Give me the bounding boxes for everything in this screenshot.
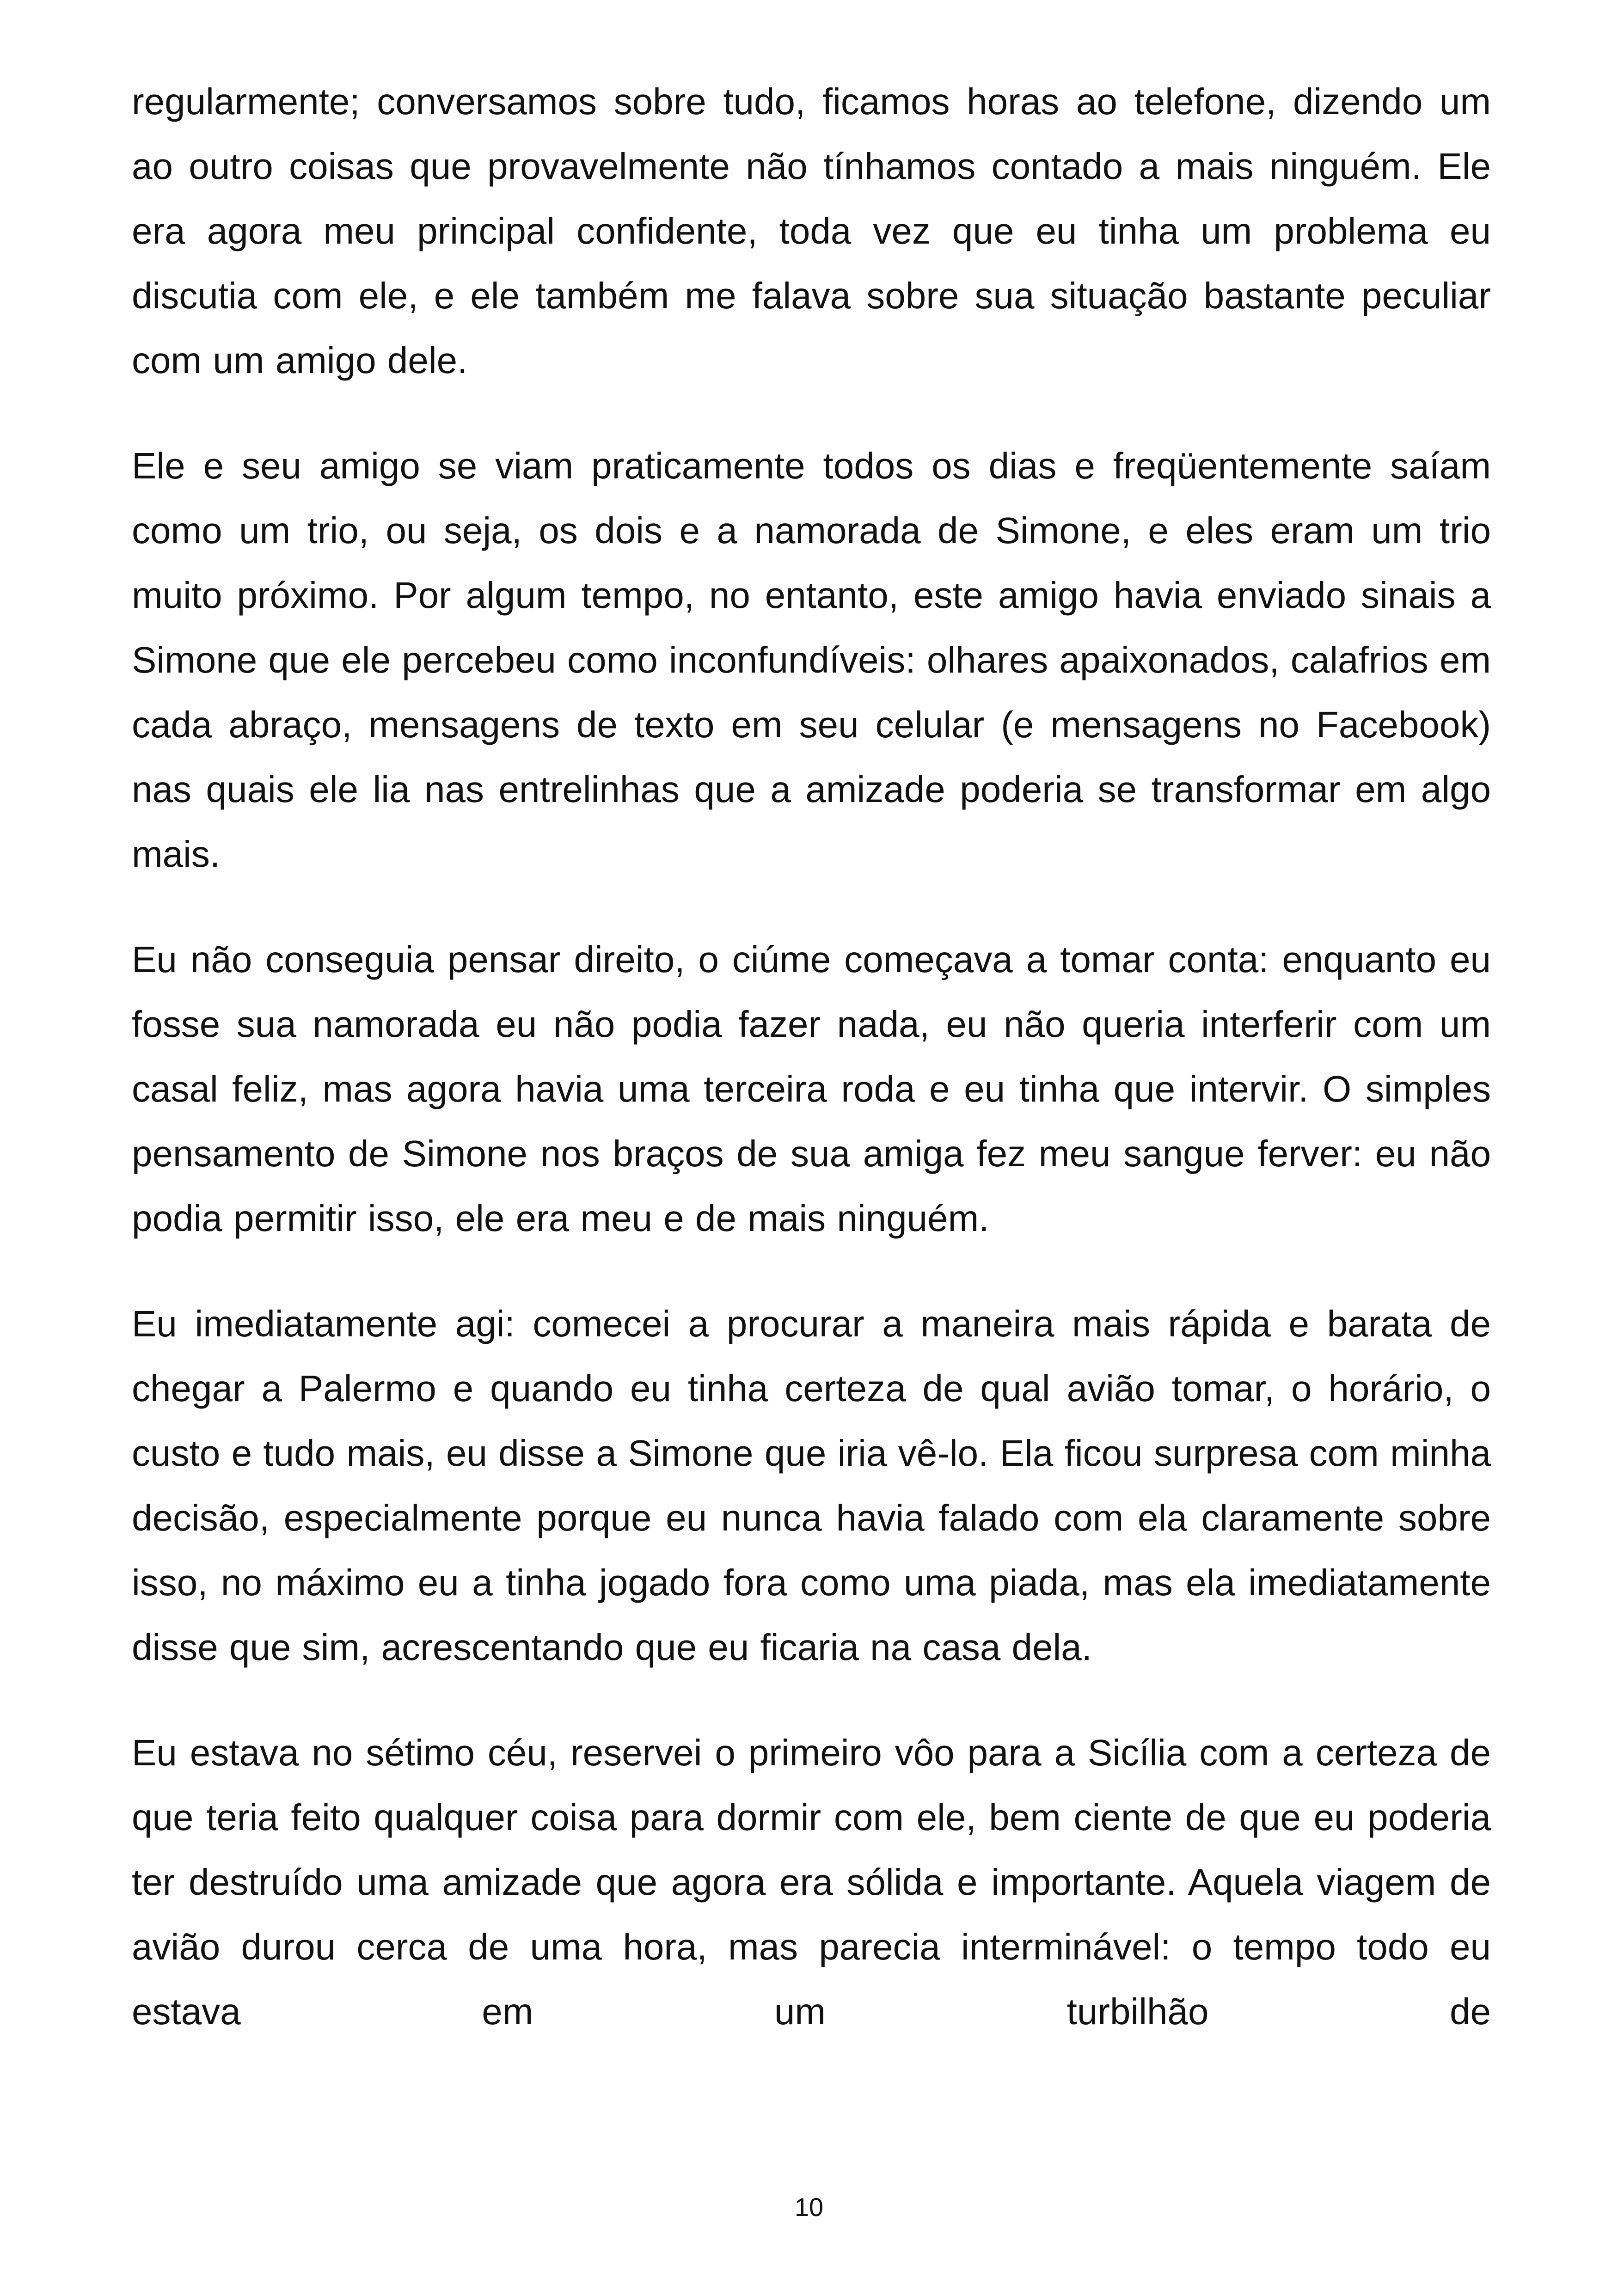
page-number: 10 [794,2192,824,2222]
page-body [132,69,1491,2085]
paragraph: regularmente; conversamos sobre tudo, ficamos horas ao telefone, dizendo um ao outro coisas que provavelmente não tínhamos contado a mais ninguém. Ele era agora meu principal confidente, toda vez que eu tinha um problema eu discutia com ele, e ele também me falava sobre sua situação bastante peculiar com um amigo dele. [132,81,1491,381]
paragraph: Ele e seu amigo se viam praticamente todos os dias e freqüentemente saíam como um trio, ou seja, os dois e a namorada de Simone, e eles eram um trio muito próximo. Por algum tempo, no entanto, este amigo havia enviado sinais a Simone que ele percebeu como inconfundíveis: olhares apaixonados, calafrios em cada abraço, mensagens de texto em seu celular (e mensagens no Facebook) nas quais ele lia nas entrelinhas que a amizade poderia se transformar em algo mais. [132,445,1491,875]
paragraph: Eu imediatamente agi: comecei a procurar a maneira mais rápida e barata de chegar a Palermo e quando eu tinha certeza de qual avião tomar, o horário, o custo e tudo mais, eu disse a Simone que iria vê-lo. Ela ficou surpresa com minha decisão, especialmente porque eu nunca havia falado com ela claramente sobre isso, no máximo eu a tinha jogado fora como uma piada, mas ela imediatamente disse que sim, acrescentando que eu ficaria na casa dela. [132,1303,1491,1668]
paragraph: Eu estava no sétimo céu, reservei o primeiro vôo para a Sicília com a certeza de que teria feito qualquer coisa para dormir com ele, bem ciente de que eu poderia ter destruído uma amizade que agora era sólida e importante. Aquela viagem de avião durou cerca de uma hora, mas parecia interminável: o tempo todo eu estava em um turbilhão de [132,1732,1491,2032]
paragraph: Eu não conseguia pensar direito, o ciúme começava a tomar conta: enquanto eu fosse sua namorada eu não podia fazer nada, eu não queria interferir com um casal feliz, mas agora havia uma terceira roda e eu tinha que intervir. O simples pensamento de Simone nos braços de sua amiga fez meu sangue ferver: eu não podia permitir isso, ele era meu e de mais ninguém. [132,939,1491,1239]
